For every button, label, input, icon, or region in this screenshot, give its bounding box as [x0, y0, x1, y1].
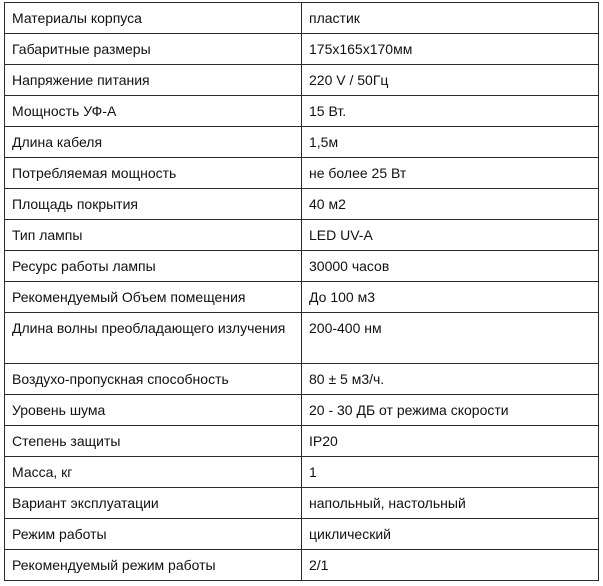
table-row — [5, 364, 599, 395]
table-row — [5, 488, 599, 519]
table-row — [5, 457, 599, 488]
value-cell: 220 V / 50Гц — [302, 65, 599, 96]
value-cell: 30000 часов — [302, 251, 599, 282]
value-cell: 175х165х170мм — [302, 34, 599, 65]
table-row — [5, 65, 599, 96]
param-cell: Длина кабеля — [5, 127, 302, 158]
param-cell: Потребляемая мощность — [5, 158, 302, 189]
table-row — [5, 550, 599, 581]
specifications-table — [4, 2, 599, 581]
param-cell: Вариант эксплуатации — [5, 488, 302, 519]
param-cell: Рекомендуемый Объем помещения — [5, 282, 302, 313]
table-row — [5, 313, 599, 364]
value-cell: не более 25 Вт — [302, 158, 599, 189]
param-cell: Тип лампы — [5, 220, 302, 251]
param-cell: Напряжение питания — [5, 65, 302, 96]
table-row — [5, 426, 599, 457]
value-cell: IP20 — [302, 426, 599, 457]
table-row — [5, 395, 599, 426]
param-cell: Степень защиты — [5, 426, 302, 457]
table-row — [5, 189, 599, 220]
value-cell: циклический — [302, 519, 599, 550]
param-cell: Материалы корпуса — [5, 3, 302, 34]
value-cell: 40 м2 — [302, 189, 599, 220]
param-cell: Масса, кг — [5, 457, 302, 488]
table-row — [5, 251, 599, 282]
table-row — [5, 158, 599, 189]
value-cell: 2/1 — [302, 550, 599, 581]
table-row — [5, 282, 599, 313]
value-cell: До 100 м3 — [302, 282, 599, 313]
value-cell: LED UV-A — [302, 220, 599, 251]
param-cell: Площадь покрытия — [5, 189, 302, 220]
value-cell: 200-400 нм — [302, 313, 599, 364]
param-cell: Режим работы — [5, 519, 302, 550]
param-cell: Ресурс работы лампы — [5, 251, 302, 282]
value-cell: 15 Вт. — [302, 96, 599, 127]
param-cell: Воздухо-пропускная способность — [5, 364, 302, 395]
param-cell: Мощность УФ-А — [5, 96, 302, 127]
value-cell: пластик — [302, 3, 599, 34]
value-cell: 1 — [302, 457, 599, 488]
param-cell: Рекомендуемый режим работы — [5, 550, 302, 581]
value-cell: 1,5м — [302, 127, 599, 158]
param-cell: Длина волны преобладающего излучения — [5, 313, 302, 364]
value-cell: напольный, настольный — [302, 488, 599, 519]
value-cell: 20 - 30 ДБ от режима скорости — [302, 395, 599, 426]
value-cell: 80 ± 5 м3/ч. — [302, 364, 599, 395]
param-cell: Габаритные размеры — [5, 34, 302, 65]
table-row — [5, 34, 599, 65]
table-row — [5, 519, 599, 550]
table-row — [5, 220, 599, 251]
table-row — [5, 127, 599, 158]
table-row — [5, 3, 599, 34]
param-cell: Уровень шума — [5, 395, 302, 426]
table-row — [5, 96, 599, 127]
